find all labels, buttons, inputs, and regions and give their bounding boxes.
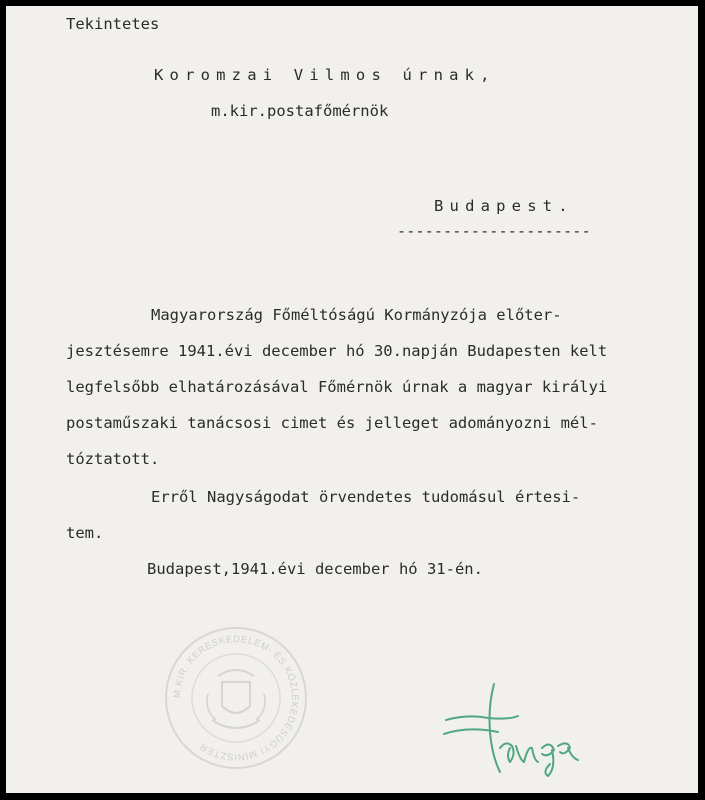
salutation: Tekintetes [66, 15, 160, 33]
svg-text:M.KIR. KERESKEDELEM- ÉS KÖZLEK [172, 634, 300, 762]
letter-paper [6, 6, 698, 793]
body-line-3: legfelsőbb elhatározásával Főmérnök úrnak a magyar királyi [66, 378, 608, 396]
city-underline: --------------------- [397, 222, 591, 240]
seal-text: M.KIR. KERESKEDELEM- ÉS KÖZLEKEDÉSÜGYI MINISZTER [171, 633, 301, 763]
addressee-name: Koromzai Vilmos úrnak, [154, 66, 496, 84]
date-line: Budapest,1941.évi december hó 31-én. [147, 560, 483, 578]
body-line-2: jesztésemre 1941.évi december hó 30.napján Budapesten kelt [66, 342, 608, 360]
addressee-title: m.kir.postafőmérnök [211, 102, 389, 120]
body-line-4: postaműszaki tanácsosi cimet és jelleget adományozni mél- [66, 414, 598, 432]
body-line-5: tóztatott. [66, 450, 160, 468]
closing-line-1: Erről Nagyságodat örvendetes tudomásul értesi- [151, 488, 581, 506]
handwritten-signature [438, 676, 588, 786]
city-heading: Budapest. [434, 197, 574, 215]
embossed-seal [162, 624, 310, 772]
closing-line-2: tem. [66, 524, 104, 542]
body-line-1: Magyarország Főméltóságú Kormányzója előter- [151, 306, 562, 324]
